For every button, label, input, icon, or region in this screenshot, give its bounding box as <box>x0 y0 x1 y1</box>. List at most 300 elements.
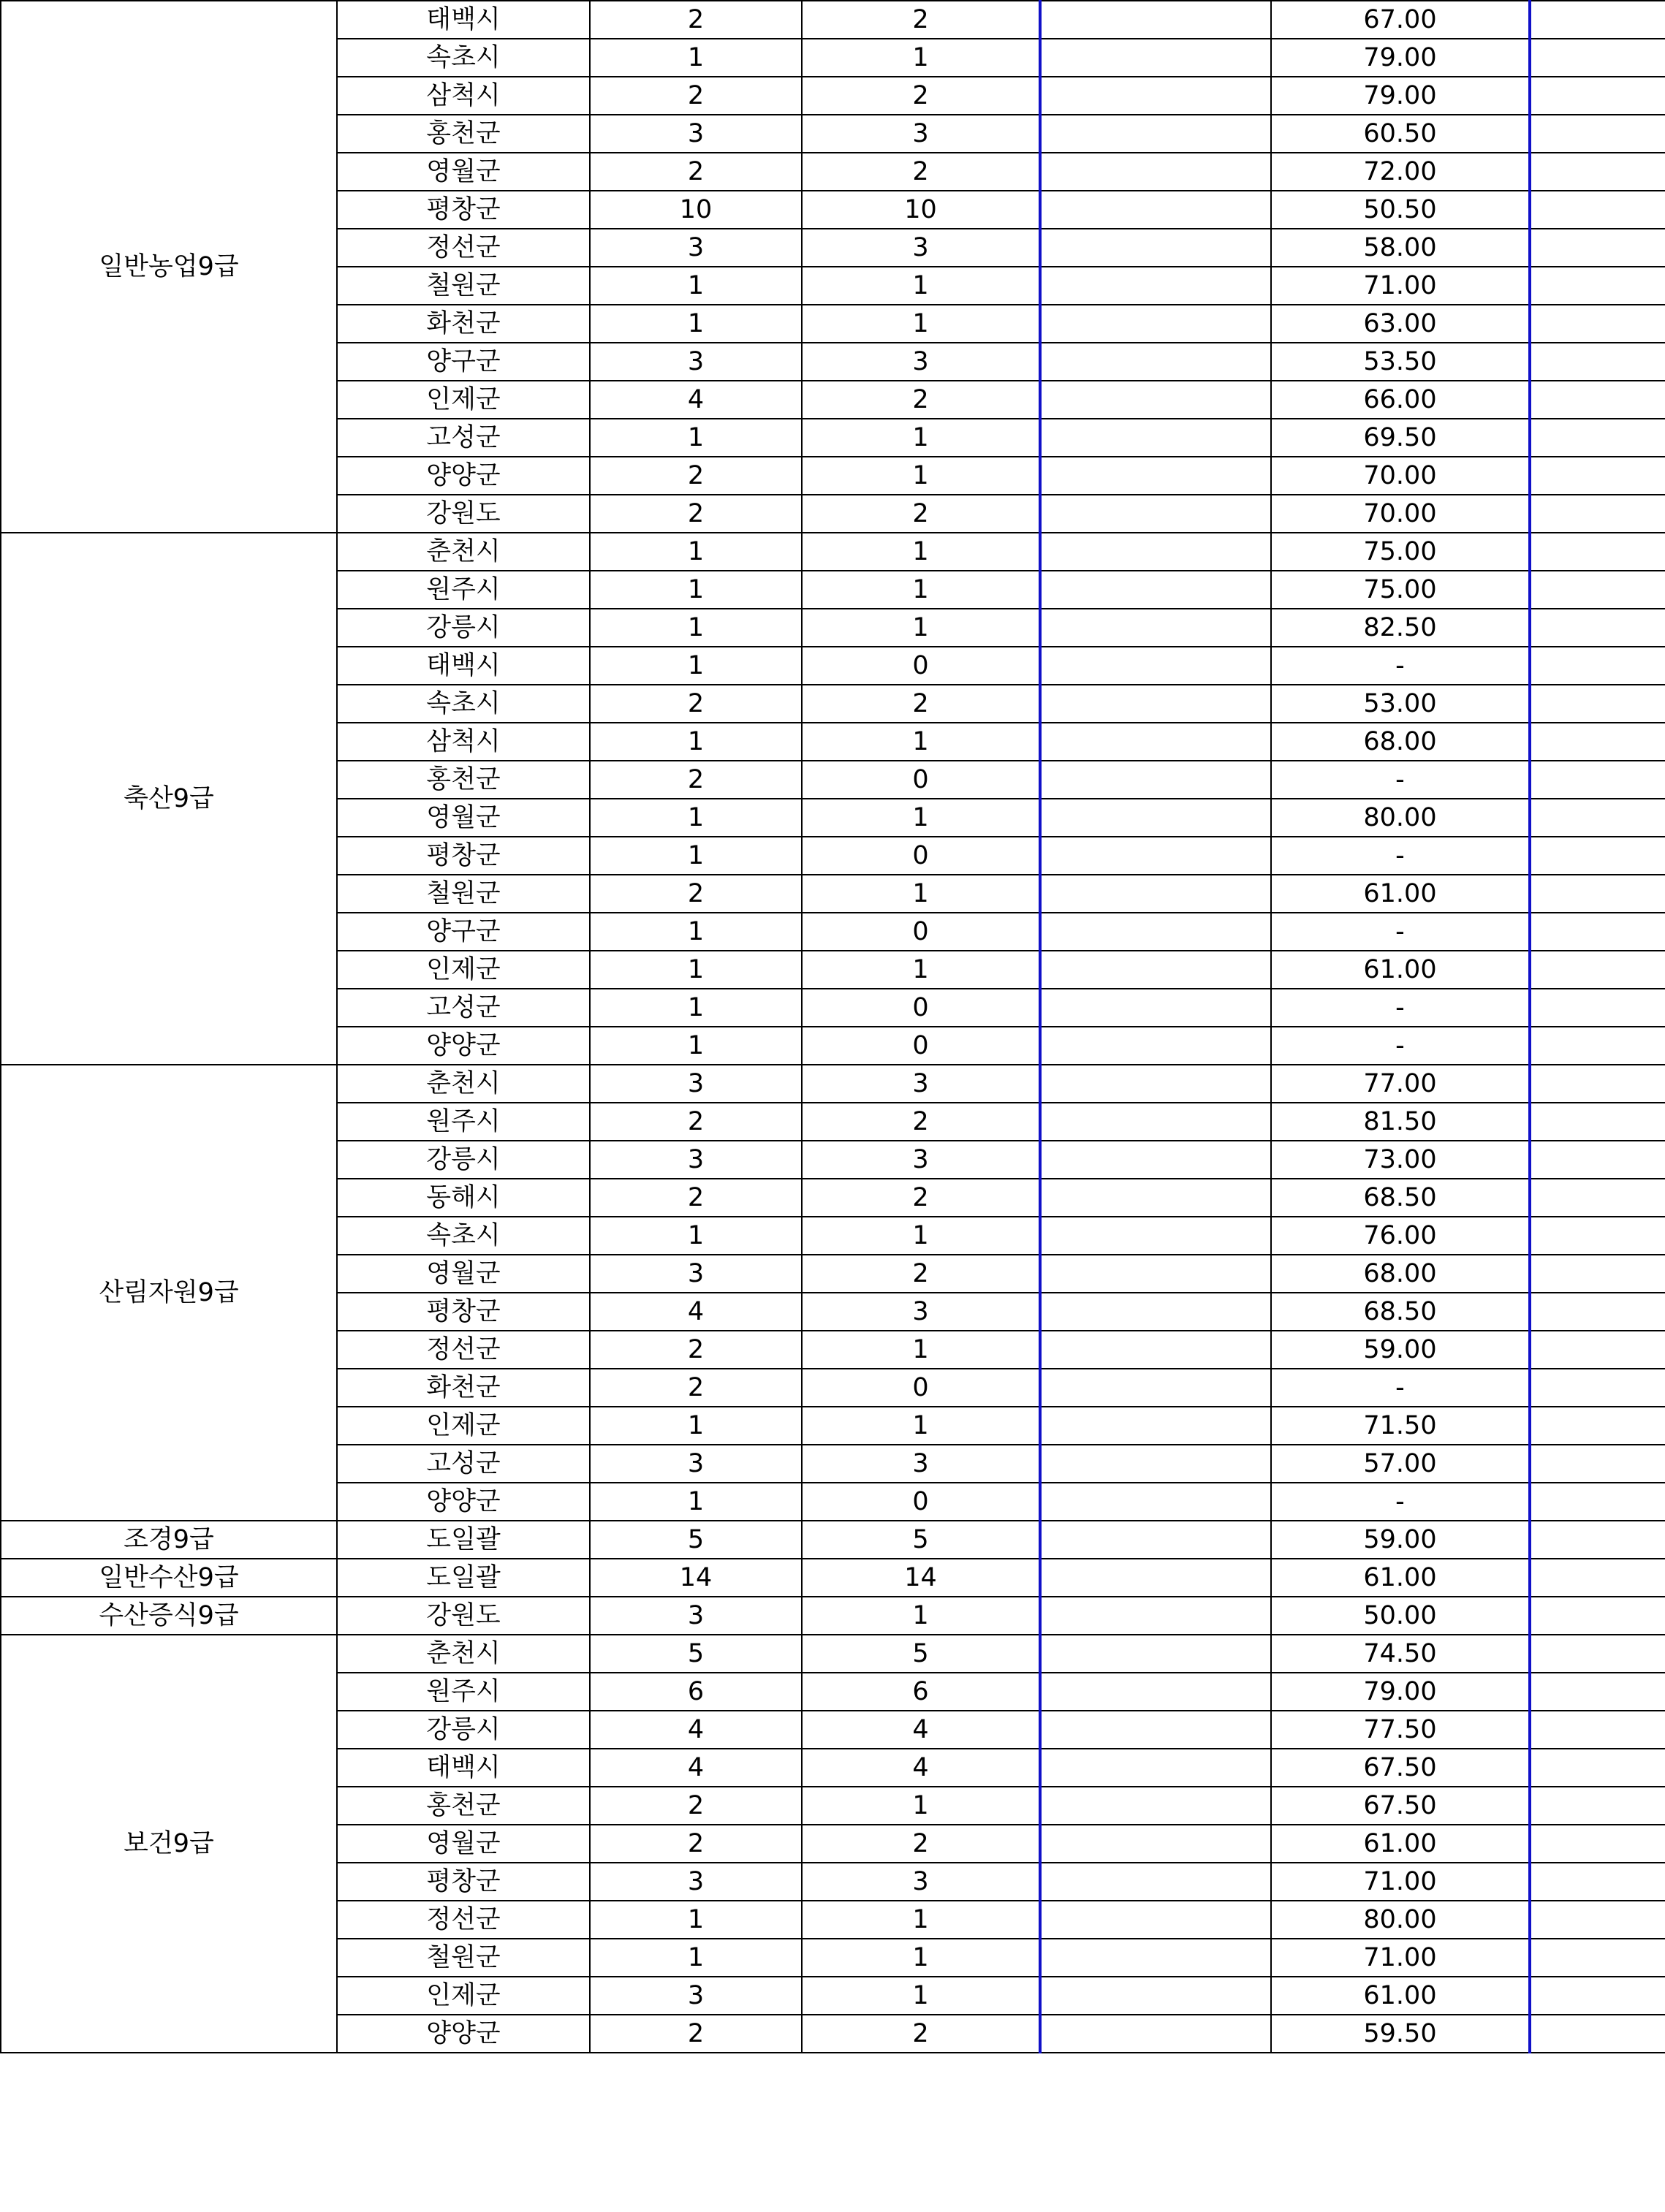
extra-cell <box>1530 1331 1665 1369</box>
region-cell: 인제군 <box>337 381 590 419</box>
extra-cell <box>1530 647 1665 685</box>
blank-cell <box>1040 1711 1271 1749</box>
positions-cell: 1 <box>590 951 802 989</box>
passed-cell: 3 <box>802 343 1040 381</box>
region-cell: 도일괄 <box>337 1559 590 1597</box>
passed-cell: 0 <box>802 1483 1040 1521</box>
extra-cell <box>1530 229 1665 267</box>
blank-cell <box>1040 723 1271 761</box>
positions-cell: 4 <box>590 1749 802 1787</box>
positions-cell: 3 <box>590 115 802 153</box>
passed-cell: 5 <box>802 1521 1040 1559</box>
blank-cell <box>1040 1559 1271 1597</box>
passed-cell: 5 <box>802 1635 1040 1673</box>
blank-cell <box>1040 875 1271 913</box>
positions-cell: 1 <box>590 647 802 685</box>
positions-cell: 1 <box>590 609 802 647</box>
region-cell: 영월군 <box>337 1825 590 1863</box>
positions-cell: 2 <box>590 1 802 39</box>
passed-cell: 3 <box>802 1863 1040 1901</box>
blank-cell <box>1040 1331 1271 1369</box>
blank-cell <box>1040 609 1271 647</box>
passed-cell: 14 <box>802 1559 1040 1597</box>
cutoff-score-cell: 59.50 <box>1271 2015 1530 2053</box>
cutoff-score-cell: 58.00 <box>1271 229 1530 267</box>
blank-cell <box>1040 1445 1271 1483</box>
positions-cell: 2 <box>590 495 802 533</box>
passed-cell: 4 <box>802 1711 1040 1749</box>
passed-cell: 1 <box>802 1901 1040 1939</box>
blank-cell <box>1040 1597 1271 1635</box>
passed-cell: 1 <box>802 951 1040 989</box>
blank-cell <box>1040 1179 1271 1217</box>
positions-cell: 3 <box>590 1141 802 1179</box>
extra-cell <box>1530 1293 1665 1331</box>
table-row <box>1 533 1665 571</box>
positions-cell: 3 <box>590 1977 802 2015</box>
passed-cell: 1 <box>802 1977 1040 2015</box>
extra-cell <box>1530 495 1665 533</box>
region-cell: 화천군 <box>337 305 590 343</box>
region-cell: 태백시 <box>337 1749 590 1787</box>
passed-cell: 3 <box>802 1445 1040 1483</box>
region-cell: 철원군 <box>337 267 590 305</box>
extra-cell <box>1530 1483 1665 1521</box>
blank-cell <box>1040 571 1271 609</box>
passed-cell: 1 <box>802 571 1040 609</box>
cutoff-score-cell: 68.50 <box>1271 1179 1530 1217</box>
blank-cell <box>1040 1141 1271 1179</box>
blank-cell <box>1040 39 1271 77</box>
passed-cell: 3 <box>802 1065 1040 1103</box>
passed-cell: 1 <box>802 1407 1040 1445</box>
region-cell: 철원군 <box>337 1939 590 1977</box>
blank-cell <box>1040 761 1271 799</box>
job-category-cell: 축산9급 <box>1 533 337 1065</box>
cutoff-score-cell: 82.50 <box>1271 609 1530 647</box>
blank-cell <box>1040 1407 1271 1445</box>
extra-cell <box>1530 723 1665 761</box>
extra-cell <box>1530 1445 1665 1483</box>
region-cell: 홍천군 <box>337 761 590 799</box>
cutoff-score-cell: 68.00 <box>1271 723 1530 761</box>
cutoff-score-cell: 72.00 <box>1271 153 1530 191</box>
blank-cell <box>1040 685 1271 723</box>
positions-cell: 3 <box>590 229 802 267</box>
cutoff-score-cell: 67.50 <box>1271 1749 1530 1787</box>
region-cell: 동해시 <box>337 1179 590 1217</box>
cutoff-score-cell: 77.00 <box>1271 1065 1530 1103</box>
blank-cell <box>1040 1787 1271 1825</box>
positions-cell: 1 <box>590 305 802 343</box>
region-cell: 태백시 <box>337 1 590 39</box>
passed-cell: 1 <box>802 305 1040 343</box>
passed-cell: 1 <box>802 799 1040 837</box>
passed-cell: 1 <box>802 723 1040 761</box>
cutoff-score-cell: - <box>1271 913 1530 951</box>
extra-cell <box>1530 1559 1665 1597</box>
cutoff-score-cell: 79.00 <box>1271 1673 1530 1711</box>
blank-cell <box>1040 799 1271 837</box>
region-cell: 춘천시 <box>337 533 590 571</box>
passed-cell: 2 <box>802 1255 1040 1293</box>
region-cell: 춘천시 <box>337 1635 590 1673</box>
positions-cell: 1 <box>590 533 802 571</box>
extra-cell <box>1530 1825 1665 1863</box>
region-cell: 태백시 <box>337 647 590 685</box>
positions-cell: 5 <box>590 1635 802 1673</box>
passed-cell: 1 <box>802 419 1040 457</box>
passed-cell: 1 <box>802 457 1040 495</box>
extra-cell <box>1530 1711 1665 1749</box>
region-cell: 영월군 <box>337 153 590 191</box>
positions-cell: 1 <box>590 799 802 837</box>
extra-cell <box>1530 419 1665 457</box>
extra-cell <box>1530 989 1665 1027</box>
passed-cell: 1 <box>802 1331 1040 1369</box>
cutoff-score-cell: 75.00 <box>1271 571 1530 609</box>
blank-cell <box>1040 1673 1271 1711</box>
extra-cell <box>1530 77 1665 115</box>
cutoff-score-cell: 71.00 <box>1271 267 1530 305</box>
positions-cell: 3 <box>590 343 802 381</box>
positions-cell: 6 <box>590 1673 802 1711</box>
passed-cell: 1 <box>802 1217 1040 1255</box>
region-cell: 영월군 <box>337 1255 590 1293</box>
region-cell: 정선군 <box>337 1331 590 1369</box>
cutoff-score-cell: 77.50 <box>1271 1711 1530 1749</box>
passed-cell: 2 <box>802 153 1040 191</box>
passed-cell: 3 <box>802 229 1040 267</box>
region-cell: 평창군 <box>337 1863 590 1901</box>
extra-cell <box>1530 533 1665 571</box>
positions-cell: 1 <box>590 913 802 951</box>
blank-cell <box>1040 419 1271 457</box>
passed-cell: 2 <box>802 381 1040 419</box>
cutoff-score-cell: 50.50 <box>1271 191 1530 229</box>
positions-cell: 2 <box>590 457 802 495</box>
region-cell: 도일괄 <box>337 1521 590 1559</box>
cutoff-score-cell: 73.00 <box>1271 1141 1530 1179</box>
region-cell: 양구군 <box>337 343 590 381</box>
passed-cell: 3 <box>802 1293 1040 1331</box>
cutoff-score-cell: 53.50 <box>1271 343 1530 381</box>
positions-cell: 1 <box>590 1217 802 1255</box>
positions-cell: 1 <box>590 39 802 77</box>
cutoff-score-cell: 68.00 <box>1271 1255 1530 1293</box>
region-cell: 양구군 <box>337 913 590 951</box>
region-cell: 고성군 <box>337 989 590 1027</box>
extra-cell <box>1530 1141 1665 1179</box>
blank-cell <box>1040 1749 1271 1787</box>
extra-cell <box>1530 2015 1665 2053</box>
cutoff-score-cell: 61.00 <box>1271 875 1530 913</box>
positions-cell: 4 <box>590 1293 802 1331</box>
passed-cell: 1 <box>802 1787 1040 1825</box>
passed-cell: 0 <box>802 761 1040 799</box>
region-cell: 홍천군 <box>337 1787 590 1825</box>
region-cell: 속초시 <box>337 685 590 723</box>
passed-cell: 1 <box>802 39 1040 77</box>
region-cell: 인제군 <box>337 951 590 989</box>
job-category-cell: 일반농업9급 <box>1 1 337 533</box>
extra-cell <box>1530 1027 1665 1065</box>
extra-cell <box>1530 875 1665 913</box>
positions-cell: 1 <box>590 1027 802 1065</box>
passed-cell: 1 <box>802 267 1040 305</box>
blank-cell <box>1040 647 1271 685</box>
positions-cell: 2 <box>590 761 802 799</box>
positions-cell: 2 <box>590 1179 802 1217</box>
blank-cell <box>1040 1065 1271 1103</box>
cutoff-score-cell: 70.00 <box>1271 495 1530 533</box>
cutoff-score-cell: 79.00 <box>1271 39 1530 77</box>
passed-cell: 2 <box>802 2015 1040 2053</box>
extra-cell <box>1530 1065 1665 1103</box>
blank-cell <box>1040 305 1271 343</box>
region-cell: 정선군 <box>337 1901 590 1939</box>
positions-cell: 3 <box>590 1863 802 1901</box>
cutoff-score-cell: 61.00 <box>1271 951 1530 989</box>
job-category-cell: 수산증식9급 <box>1 1597 337 1635</box>
passed-cell: 1 <box>802 1597 1040 1635</box>
extra-cell <box>1530 761 1665 799</box>
passed-cell: 0 <box>802 647 1040 685</box>
blank-cell <box>1040 115 1271 153</box>
job-category-cell: 보건9급 <box>1 1635 337 2053</box>
region-cell: 인제군 <box>337 1977 590 2015</box>
positions-cell: 4 <box>590 381 802 419</box>
positions-cell: 14 <box>590 1559 802 1597</box>
blank-cell <box>1040 1027 1271 1065</box>
blank-cell <box>1040 989 1271 1027</box>
cutoff-score-cell: 61.00 <box>1271 1977 1530 2015</box>
blank-cell <box>1040 495 1271 533</box>
extra-cell <box>1530 609 1665 647</box>
passed-cell: 0 <box>802 837 1040 875</box>
region-cell: 영월군 <box>337 799 590 837</box>
positions-cell: 2 <box>590 1369 802 1407</box>
positions-cell: 3 <box>590 1255 802 1293</box>
blank-cell <box>1040 457 1271 495</box>
region-cell: 평창군 <box>337 191 590 229</box>
cutoff-score-cell: - <box>1271 1483 1530 1521</box>
region-cell: 강원도 <box>337 1597 590 1635</box>
cutoff-score-cell: 67.50 <box>1271 1787 1530 1825</box>
extra-cell <box>1530 115 1665 153</box>
region-cell: 고성군 <box>337 419 590 457</box>
cutoff-score-cell: 60.50 <box>1271 115 1530 153</box>
extra-cell <box>1530 571 1665 609</box>
extra-cell <box>1530 1407 1665 1445</box>
extra-cell <box>1530 1 1665 39</box>
extra-cell <box>1530 837 1665 875</box>
cutoff-score-cell: 80.00 <box>1271 1901 1530 1939</box>
passed-cell: 1 <box>802 609 1040 647</box>
positions-cell: 4 <box>590 1711 802 1749</box>
region-cell: 춘천시 <box>337 1065 590 1103</box>
passed-cell: 3 <box>802 115 1040 153</box>
region-cell: 인제군 <box>337 1407 590 1445</box>
positions-cell: 1 <box>590 989 802 1027</box>
extra-cell <box>1530 1749 1665 1787</box>
cutoff-score-cell: 76.00 <box>1271 1217 1530 1255</box>
cutoff-score-cell: 61.00 <box>1271 1825 1530 1863</box>
job-category-cell: 일반수산9급 <box>1 1559 337 1597</box>
positions-cell: 1 <box>590 1901 802 1939</box>
cutoff-score-cell: 66.00 <box>1271 381 1530 419</box>
cutoff-score-cell: 75.00 <box>1271 533 1530 571</box>
positions-cell: 3 <box>590 1445 802 1483</box>
passed-cell: 0 <box>802 1027 1040 1065</box>
extra-cell <box>1530 1977 1665 2015</box>
blank-cell <box>1040 1217 1271 1255</box>
extra-cell <box>1530 1901 1665 1939</box>
positions-cell: 2 <box>590 77 802 115</box>
blank-cell <box>1040 191 1271 229</box>
cutoff-score-cell: 70.00 <box>1271 457 1530 495</box>
cutoff-score-cell: - <box>1271 761 1530 799</box>
passed-cell: 2 <box>802 1 1040 39</box>
blank-cell <box>1040 913 1271 951</box>
region-cell: 평창군 <box>337 1293 590 1331</box>
cutoff-score-cell: 71.50 <box>1271 1407 1530 1445</box>
blank-cell <box>1040 1255 1271 1293</box>
region-cell: 양양군 <box>337 2015 590 2053</box>
passed-cell: 10 <box>802 191 1040 229</box>
passed-cell: 0 <box>802 989 1040 1027</box>
cutoff-score-cell: 74.50 <box>1271 1635 1530 1673</box>
table-row <box>1 1559 1665 1597</box>
cutoff-score-cell: 69.50 <box>1271 419 1530 457</box>
passed-cell: 2 <box>802 77 1040 115</box>
region-cell: 강원도 <box>337 495 590 533</box>
blank-cell <box>1040 1901 1271 1939</box>
passed-cell: 1 <box>802 1939 1040 1977</box>
positions-cell: 2 <box>590 1331 802 1369</box>
extra-cell <box>1530 267 1665 305</box>
positions-cell: 1 <box>590 723 802 761</box>
extra-cell <box>1530 381 1665 419</box>
cutoff-score-cell: - <box>1271 1027 1530 1065</box>
cutoff-score-cell: - <box>1271 647 1530 685</box>
positions-cell: 1 <box>590 267 802 305</box>
cutoff-score-cell: 81.50 <box>1271 1103 1530 1141</box>
positions-cell: 3 <box>590 1597 802 1635</box>
table-row <box>1 1597 1665 1635</box>
job-category-cell: 조경9급 <box>1 1521 337 1559</box>
extra-cell <box>1530 1635 1665 1673</box>
blank-cell <box>1040 1293 1271 1331</box>
region-cell: 화천군 <box>337 1369 590 1407</box>
blank-cell <box>1040 1863 1271 1901</box>
cutoff-score-cell: 59.00 <box>1271 1331 1530 1369</box>
table-row <box>1 1065 1665 1103</box>
cutoff-score-cell: 71.00 <box>1271 1863 1530 1901</box>
extra-cell <box>1530 1597 1665 1635</box>
positions-cell: 2 <box>590 1787 802 1825</box>
cutoff-score-cell: 68.50 <box>1271 1293 1530 1331</box>
region-cell: 홍천군 <box>337 115 590 153</box>
region-cell: 양양군 <box>337 457 590 495</box>
cutoff-score-cell: 53.00 <box>1271 685 1530 723</box>
positions-cell: 1 <box>590 419 802 457</box>
extra-cell <box>1530 1369 1665 1407</box>
passed-cell: 2 <box>802 1103 1040 1141</box>
cutoff-score-cell: 61.00 <box>1271 1559 1530 1597</box>
region-cell: 원주시 <box>337 1103 590 1141</box>
passed-cell: 2 <box>802 685 1040 723</box>
positions-cell: 2 <box>590 685 802 723</box>
cutoff-score-cell: 59.00 <box>1271 1521 1530 1559</box>
positions-cell: 2 <box>590 153 802 191</box>
table-row <box>1 1521 1665 1559</box>
blank-cell <box>1040 1825 1271 1863</box>
region-cell: 삼척시 <box>337 723 590 761</box>
passed-cell: 3 <box>802 1141 1040 1179</box>
cutoff-score-cell: - <box>1271 989 1530 1027</box>
positions-cell: 5 <box>590 1521 802 1559</box>
blank-cell <box>1040 77 1271 115</box>
passed-cell: 2 <box>802 1825 1040 1863</box>
region-cell: 속초시 <box>337 1217 590 1255</box>
positions-cell: 1 <box>590 1483 802 1521</box>
blank-cell <box>1040 343 1271 381</box>
extra-cell <box>1530 1179 1665 1217</box>
passed-cell: 6 <box>802 1673 1040 1711</box>
blank-cell <box>1040 1939 1271 1977</box>
positions-cell: 1 <box>590 1407 802 1445</box>
region-cell: 속초시 <box>337 39 590 77</box>
blank-cell <box>1040 267 1271 305</box>
blank-cell <box>1040 1103 1271 1141</box>
extra-cell <box>1530 39 1665 77</box>
blank-cell <box>1040 153 1271 191</box>
region-cell: 강릉시 <box>337 609 590 647</box>
table-row <box>1 1 1665 39</box>
extra-cell <box>1530 191 1665 229</box>
region-cell: 삼척시 <box>337 77 590 115</box>
positions-cell: 2 <box>590 1103 802 1141</box>
passed-cell: 1 <box>802 533 1040 571</box>
table-row <box>1 1635 1665 1673</box>
positions-cell: 10 <box>590 191 802 229</box>
blank-cell <box>1040 381 1271 419</box>
job-category-cell: 산림자원9급 <box>1 1065 337 1521</box>
region-cell: 강릉시 <box>337 1711 590 1749</box>
cutoff-score-cell: - <box>1271 837 1530 875</box>
region-cell: 고성군 <box>337 1445 590 1483</box>
extra-cell <box>1530 1787 1665 1825</box>
extra-cell <box>1530 799 1665 837</box>
region-cell: 원주시 <box>337 1673 590 1711</box>
blank-cell <box>1040 229 1271 267</box>
passed-cell: 1 <box>802 875 1040 913</box>
positions-cell: 2 <box>590 2015 802 2053</box>
blank-cell <box>1040 951 1271 989</box>
blank-cell <box>1040 1635 1271 1673</box>
blank-cell <box>1040 1977 1271 2015</box>
cutoff-score-cell: 79.00 <box>1271 77 1530 115</box>
extra-cell <box>1530 1521 1665 1559</box>
region-cell: 양양군 <box>337 1027 590 1065</box>
cutoff-score-cell: 71.00 <box>1271 1939 1530 1977</box>
blank-cell <box>1040 837 1271 875</box>
region-cell: 철원군 <box>337 875 590 913</box>
cutoff-score-cell: 50.00 <box>1271 1597 1530 1635</box>
extra-cell <box>1530 1103 1665 1141</box>
region-cell: 평창군 <box>337 837 590 875</box>
